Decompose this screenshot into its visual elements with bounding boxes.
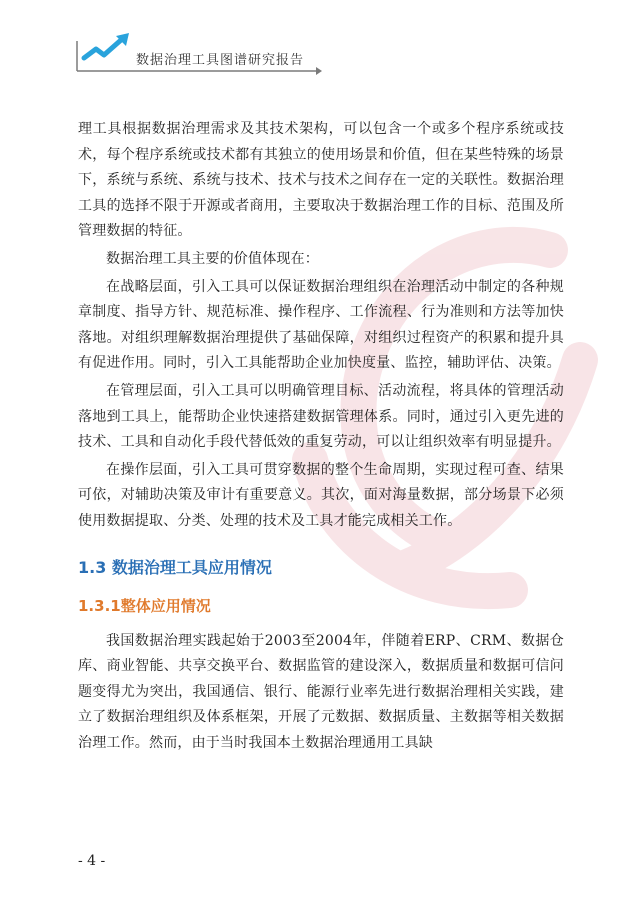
paragraph-4: 在管理层面，引入工具可以明确管理目标、活动流程，将具体的管理活动落地到工具上，能帮助企业快速搭建数据管理体系。同时，通过引入更先进的技术、工具和自动化手段代替低效的重复劳动，可以让组织效率有明显提升。: [78, 382, 564, 451]
page-header: [0, 0, 642, 90]
paragraph-6: 我国数据治理实践起始于2003至2004年，伴随着ERP、CRM、数据仓库、商业智能、共享交换平台、数据监管的建设深入，数据质量和数据可信问题变得尤为突出，我国通信、银行、能源行业率先进行数据治理相关实践，建立了数据治理组织及体系框架，开展了元数据、数据质量、主数据等相关数据治理工作。然而，由于当时我国本土数据治理通用工具缺: [78, 632, 564, 751]
subsection-heading: 1.3.1整体应用情况: [78, 596, 211, 615]
paragraph-2: 数据治理工具主要的价值体现在：: [106, 250, 319, 267]
paragraph-3: 在战略层面，引入工具可以保证数据治理组织在治理活动中制定的各种规章制度、指导方针、规范标准、操作程序、工作流程、行为准则和方法等加快落地。对组织理解数据治理提供了基础保障，对组织过程资产的积累和提升具有促进作用。同时，引入工具能帮助企业加快度量、监控，辅助评估、决策。: [78, 278, 564, 372]
page-body: [78, 117, 564, 756]
paragraph-5: 在操作层面，引入工具可贯穿数据的整个生命周期，实现过程可查、结果可依，对辅助决策及审计有重要意义。其次，面对海量数据，部分场景下必须使用数据提取、分类、处理的技术及工具才能完成相关工作。: [78, 461, 564, 529]
paragraph-1: 理工具根据数据治理需求及其技术架构，可以包含一个或多个程序系统或技术，每个程序系统或技术都有其独立的使用场景和价值，但在某些特殊的场景下，系统与系统、系统与技术、技术与技术之间存在一定的关联性。数据治理工具的选择不限于开源或者商用，主要取决于数据治理工作的目标、范围及所管理数据的特征。: [78, 121, 564, 240]
section-heading: 1.3 数据治理工具应用情况: [78, 557, 272, 577]
header-arrow-icon: [316, 67, 322, 75]
trend-logo-icon: [84, 33, 129, 58]
header-title: 数据治理工具图谱研究报告: [136, 53, 305, 68]
header-graphic: [0, 0, 642, 90]
page-number: - 4 -: [78, 853, 106, 869]
